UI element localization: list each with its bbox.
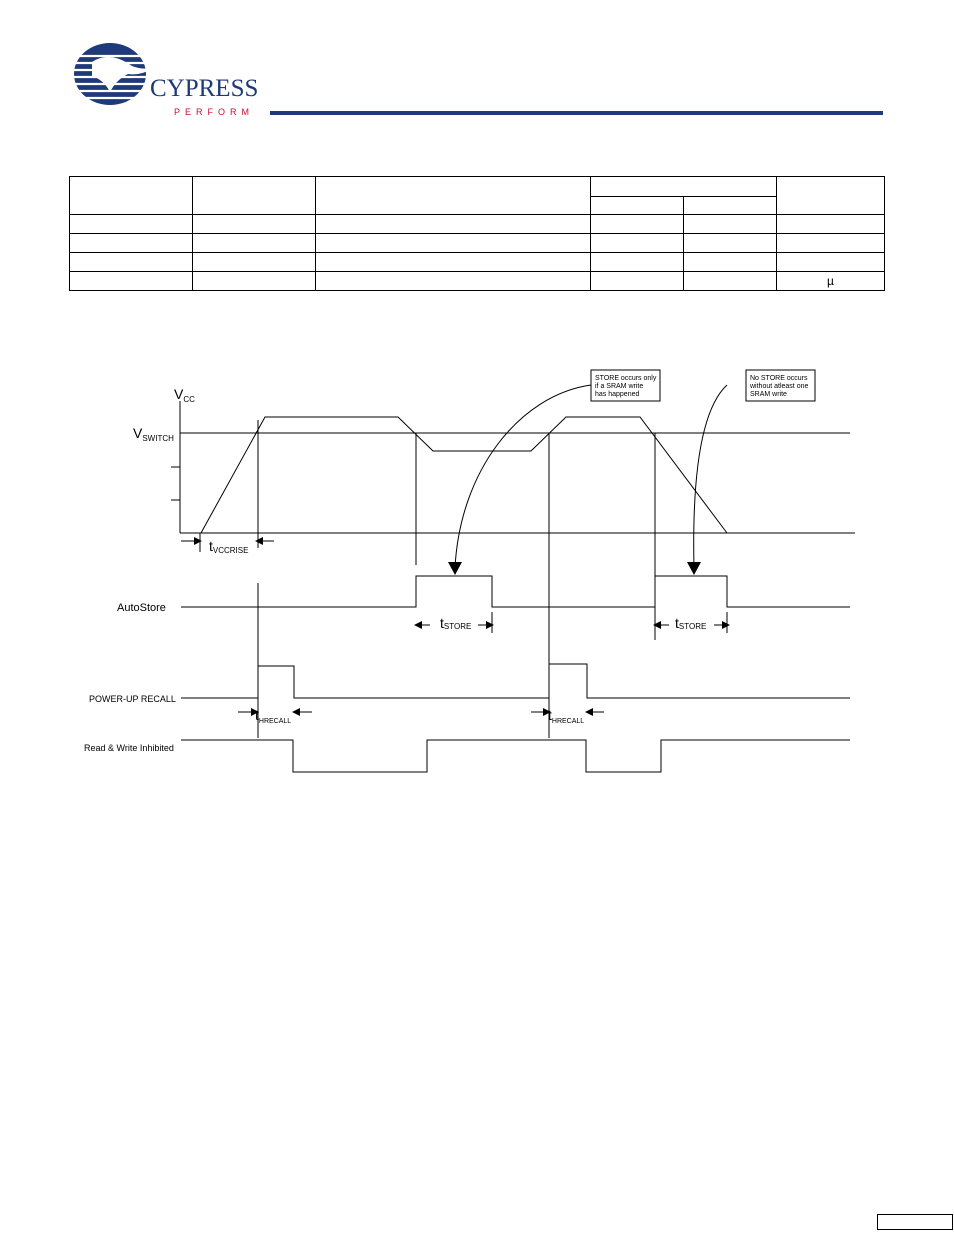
read-write-inhibited-label: Read & Write Inhibited xyxy=(84,743,174,753)
threcall-label: $t_{HRECALL}$ xyxy=(255,707,292,725)
autostore-waveform xyxy=(181,576,850,607)
callout-arrowhead xyxy=(448,562,462,575)
footer-box xyxy=(877,1214,953,1230)
tvccrise-label: tVCCRISE xyxy=(209,538,249,555)
autostore-label: AutoStore xyxy=(117,602,166,614)
table-cell: µ xyxy=(777,272,885,291)
brand-tagline: PERFORM xyxy=(174,107,254,117)
vcc-label: $V_{CC}$ xyxy=(174,386,195,404)
callout-text: No STORE occurs without atleast one SRAM write xyxy=(750,375,809,398)
tstore-label: tSTORE xyxy=(675,615,707,631)
brand-name: CYPRESS xyxy=(150,75,259,102)
powerup-recall-waveform xyxy=(181,664,850,698)
callout-curve xyxy=(694,385,727,568)
powerup-recall-label: POWER-UP RECALL xyxy=(89,694,176,704)
callout-curve xyxy=(455,385,591,568)
callout-arrowhead xyxy=(687,562,701,575)
vcc-waveform xyxy=(201,417,727,533)
read-write-inhibited-waveform xyxy=(181,740,850,772)
threcall-label: $t_{HRECALL}$ xyxy=(548,707,585,725)
callout-text: STORE occurs only if a SRAM write has happened xyxy=(595,375,657,398)
vswitch-label: $V_{SWITCH}$ xyxy=(133,425,174,443)
tstore-label: tSTORE xyxy=(440,615,472,631)
